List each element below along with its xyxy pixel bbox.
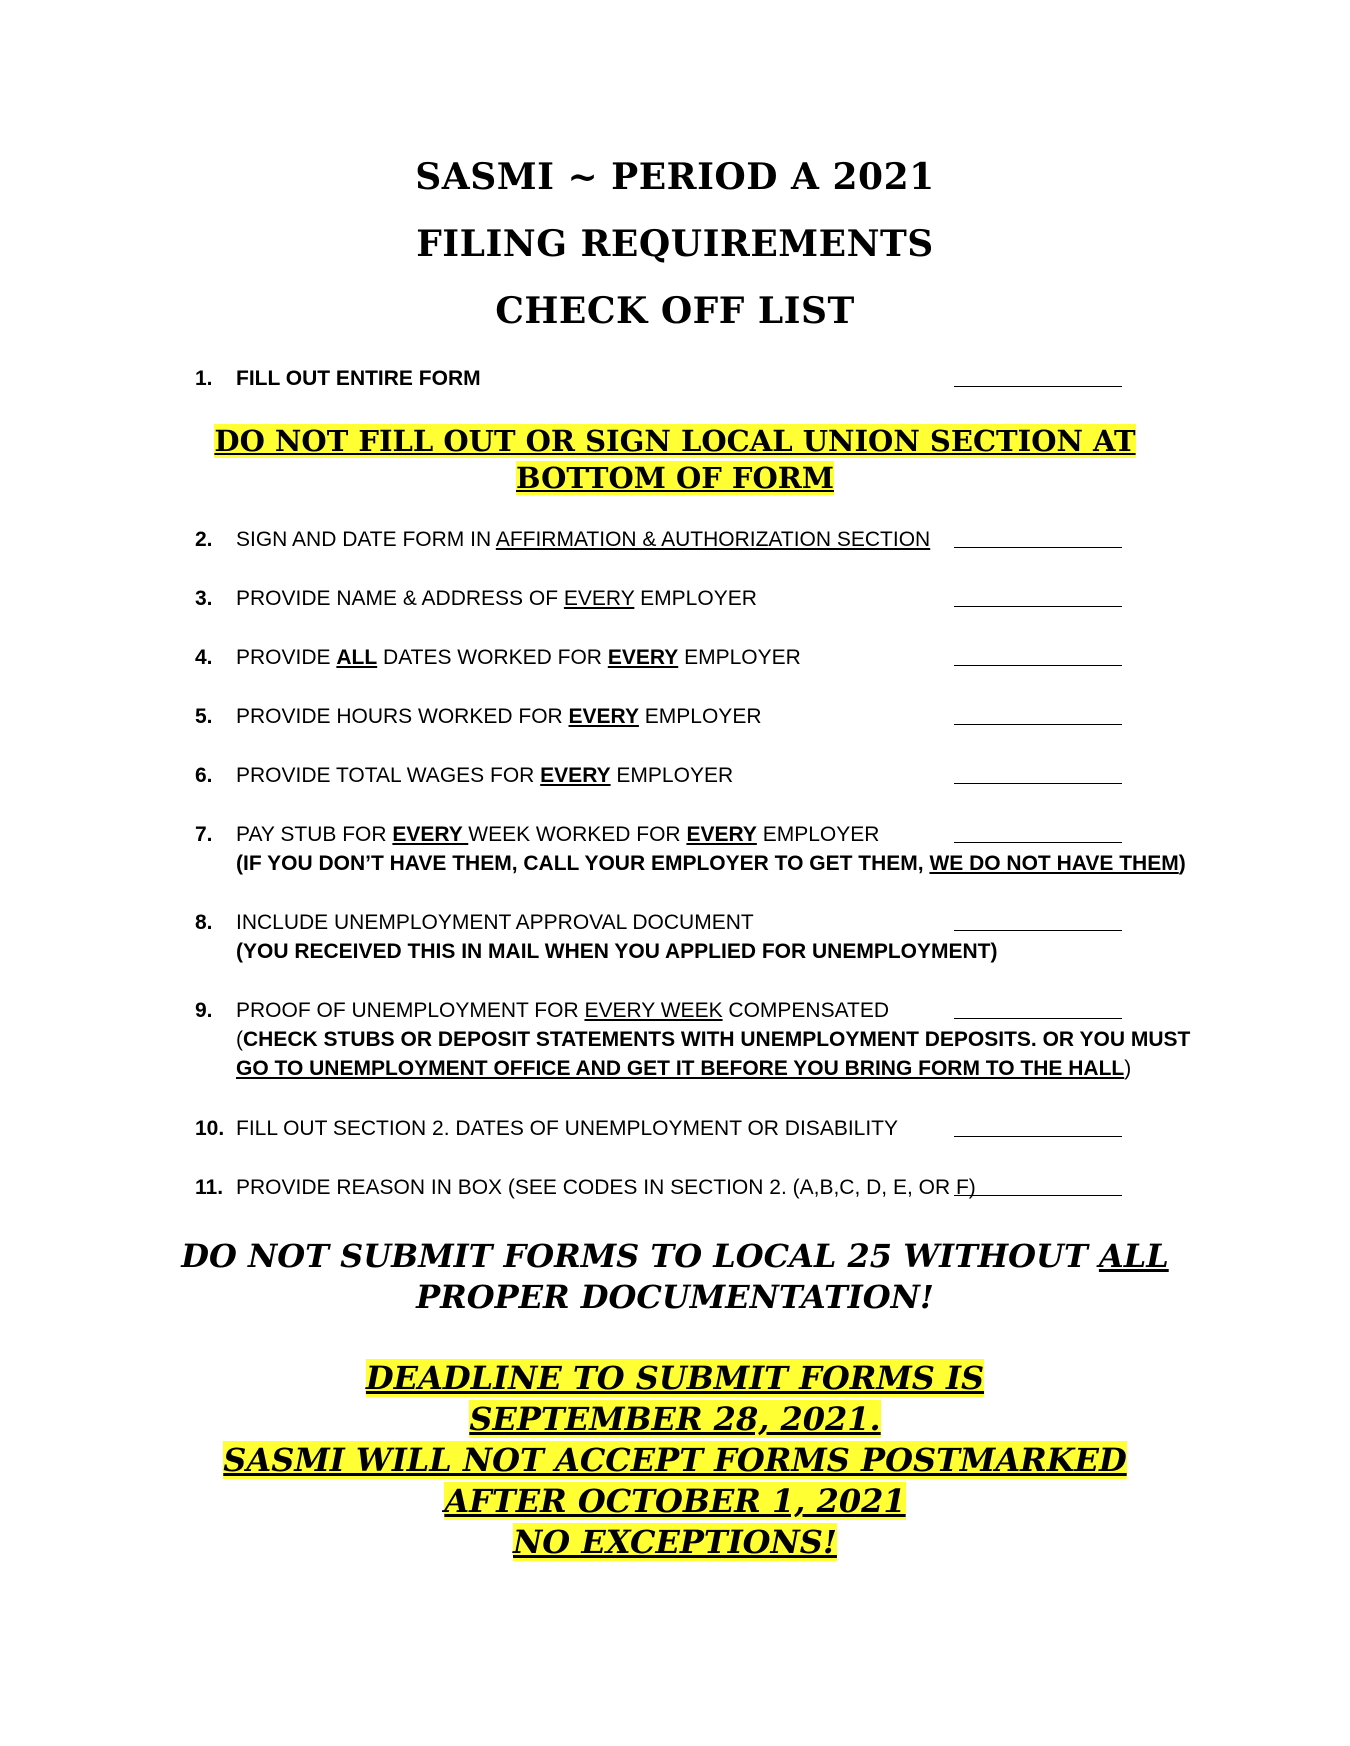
deadline-notice xyxy=(0,1358,1350,1563)
check-line[interactable] xyxy=(954,547,1122,548)
check-line[interactable] xyxy=(954,724,1122,725)
item-number: 5. xyxy=(195,705,213,728)
item-number: 1. xyxy=(195,367,213,390)
item-number: 4. xyxy=(195,646,213,669)
item-text: PROVIDE NAME & ADDRESS OF EVERY EMPLOYER xyxy=(236,587,757,610)
item-text: FILL OUT SECTION 2. DATES OF UNEMPLOYMENT OR DISABILITY xyxy=(236,1117,899,1140)
check-line[interactable] xyxy=(954,783,1122,784)
check-line[interactable] xyxy=(954,1018,1122,1019)
deadline-line-5: NO EXCEPTIONS! xyxy=(513,1523,837,1561)
item-text: PROVIDE ALL DATES WORKED FOR EVERY EMPLOYER xyxy=(236,646,801,669)
item-subtext: (IF YOU DON’T HAVE THEM, CALL YOUR EMPLOYER TO GET THEM, WE DO NOT HAVE THEM) xyxy=(236,852,1186,875)
item-text: INCLUDE UNEMPLOYMENT APPROVAL DOCUMENT xyxy=(236,911,754,934)
check-line[interactable] xyxy=(954,1136,1122,1137)
item-subtext-2: GO TO UNEMPLOYMENT OFFICE AND GET IT BEFORE YOU BRING FORM TO THE HALL) xyxy=(236,1057,1132,1080)
item-number: 8. xyxy=(195,911,213,934)
item-text: PROVIDE TOTAL WAGES FOR EVERY EMPLOYER xyxy=(236,764,734,787)
union-section-notice xyxy=(0,423,1350,497)
item-number: 3. xyxy=(195,587,213,610)
title-line-1: SASMI ~ PERIOD A 2021 xyxy=(415,156,935,198)
deadline-line-1: DEADLINE TO SUBMIT FORMS IS xyxy=(365,1359,985,1397)
deadline-line-2: SEPTEMBER 28, 2021. xyxy=(469,1400,881,1438)
item-number: 2. xyxy=(195,528,213,551)
item-number: 9. xyxy=(195,999,213,1022)
check-line[interactable] xyxy=(954,842,1122,843)
check-line[interactable] xyxy=(954,606,1122,607)
item-text: PROOF OF UNEMPLOYMENT FOR EVERY WEEK COMPENSATED xyxy=(236,999,890,1022)
item-number: 11. xyxy=(195,1176,224,1199)
title-line-2: FILING REQUIREMENTS xyxy=(416,223,934,265)
check-line[interactable] xyxy=(954,930,1122,931)
notice-line-1: DO NOT FILL OUT OR SIGN LOCAL UNION SECTION AT xyxy=(214,424,1136,458)
documentation-warning: DO NOT SUBMIT FORMS TO LOCAL 25 WITHOUT ALL PROPER DOCUMENTATION! xyxy=(181,1237,1169,1316)
deadline-line-4: AFTER OCTOBER 1, 2021 xyxy=(444,1482,906,1520)
item-text: FILL OUT ENTIRE FORM xyxy=(236,367,481,390)
notice-line-2: BOTTOM OF FORM xyxy=(516,461,834,495)
deadline-line-3: SASMI WILL NOT ACCEPT FORMS POSTMARKED xyxy=(223,1441,1127,1479)
item-text: PROVIDE HOURS WORKED FOR EVERY EMPLOYER xyxy=(236,705,762,728)
item-number: 6. xyxy=(195,764,213,787)
item-number: 7. xyxy=(195,823,213,846)
check-line[interactable] xyxy=(954,1195,1122,1196)
item-text: SIGN AND DATE FORM IN AFFIRMATION & AUTHORIZATION SECTION xyxy=(236,528,931,551)
check-line[interactable] xyxy=(954,386,1122,387)
item-text: PROVIDE REASON IN BOX (SEE CODES IN SECTION 2. (A,B,C, D, E, OR F) xyxy=(236,1176,976,1199)
item-subtext: (YOU RECEIVED THIS IN MAIL WHEN YOU APPLIED FOR UNEMPLOYMENT) xyxy=(236,940,998,963)
item-text: PAY STUB FOR EVERY WEEK WORKED FOR EVERY EMPLOYER xyxy=(236,823,880,846)
check-line[interactable] xyxy=(954,665,1122,666)
title-line-3: CHECK OFF LIST xyxy=(495,290,855,332)
item-number: 10. xyxy=(195,1117,225,1140)
item-subtext: (CHECK STUBS OR DEPOSIT STATEMENTS WITH UNEMPLOYMENT DEPOSITS. OR YOU MUST xyxy=(236,1028,1191,1051)
